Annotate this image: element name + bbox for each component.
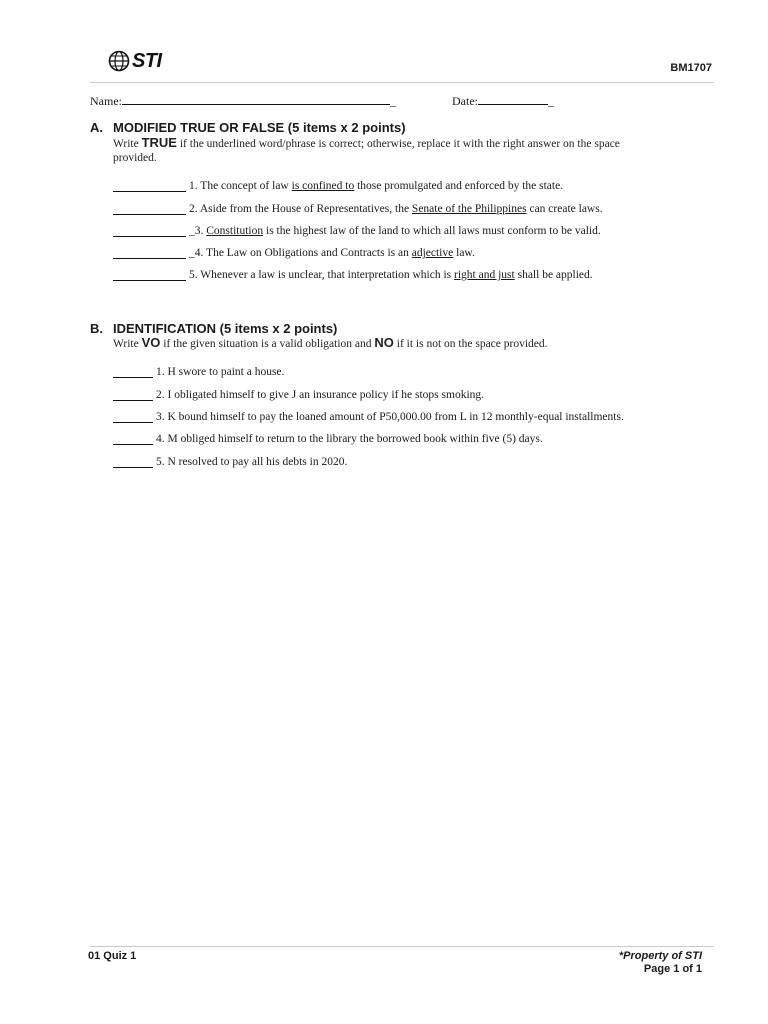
answer-blank[interactable] xyxy=(113,247,186,259)
date-field[interactable] xyxy=(452,92,554,109)
section-a-instruction xyxy=(113,136,693,165)
header-divider xyxy=(90,82,714,83)
instr-a-line1: if the underlined word/phrase is correct; otherwise, replace it with the right answer on the space xyxy=(176,138,620,150)
date-label: Date: xyxy=(452,94,478,108)
instr-b-key-vo: VO xyxy=(141,335,161,350)
globe-icon xyxy=(108,50,130,72)
footer-property: *Property of STI xyxy=(618,950,702,962)
q-text: 1. H swore to paint a house. xyxy=(156,366,285,378)
q-text-post: those promulgated and enforced by the state. xyxy=(354,180,564,192)
footer-quiz-label: 01 Quiz 1 xyxy=(88,950,137,962)
q-text: 2. I obligated himself to give J an insurance policy if he stops smoking. xyxy=(156,389,485,401)
instr-b-post: if it is not on the space provided. xyxy=(393,338,548,350)
logo-text: STI xyxy=(132,49,162,72)
sti-logo xyxy=(108,48,162,74)
answer-blank[interactable] xyxy=(113,411,153,423)
answer-blank[interactable] xyxy=(113,203,186,215)
instr-b-mid: if the given situation is a valid obligation and xyxy=(160,338,375,350)
q-text-pre: 3. xyxy=(194,225,207,237)
question-b-1 xyxy=(113,366,284,378)
section-b-title: IDENTIFICATION (5 items x 2 points) xyxy=(113,321,338,336)
instr-a-pre: Write xyxy=(113,138,142,150)
answer-blank[interactable] xyxy=(113,366,153,378)
question-a-5 xyxy=(113,269,593,281)
footer-divider xyxy=(90,946,714,947)
name-label: Name: xyxy=(90,94,122,108)
name-blank[interactable] xyxy=(122,92,390,105)
date-blank[interactable] xyxy=(478,92,548,105)
q-text: 5. N resolved to pay all his debts in 2020. xyxy=(156,456,348,468)
q-text: 3. K bound himself to pay the loaned amount of P50,000.00 from L in 12 monthly-equal installments. xyxy=(156,411,624,423)
name-trail: _ xyxy=(390,94,396,108)
q-text-post: is the highest law of the land to which all laws must conform to be valid. xyxy=(263,225,601,237)
question-a-3 xyxy=(113,225,601,237)
question-b-3 xyxy=(113,411,624,423)
underlined-phrase: Senate of the Philippines xyxy=(411,203,527,215)
question-b-4 xyxy=(113,433,543,445)
footer-info xyxy=(619,950,702,976)
question-a-2 xyxy=(113,203,603,215)
q-text-post: can create laws. xyxy=(526,203,603,215)
section-b-instruction xyxy=(113,336,693,351)
answer-blank[interactable] xyxy=(113,433,153,445)
instr-b-key-no: NO xyxy=(374,335,394,350)
underlined-phrase: adjective xyxy=(411,247,454,259)
answer-blank[interactable] xyxy=(113,225,186,237)
date-trail: _ xyxy=(548,94,554,108)
answer-blank[interactable] xyxy=(113,180,186,192)
instr-b-pre: Write xyxy=(113,338,142,350)
q-text-post: shall be applied. xyxy=(514,269,593,281)
q-text-pre: 4. The Law on Obligations and Contracts is an xyxy=(194,247,412,259)
q-text-pre: 1. The concept of law xyxy=(189,180,292,192)
q-text: 4. M obliged himself to return to the library the borrowed book within five (5) days. xyxy=(156,433,543,445)
answer-blank[interactable] xyxy=(113,389,153,401)
section-a-title: MODIFIED TRUE OR FALSE (5 items x 2 points) xyxy=(113,120,406,135)
answer-blank[interactable] xyxy=(113,456,153,468)
instr-a-line2: provided. xyxy=(113,152,157,164)
name-field[interactable] xyxy=(90,92,396,109)
question-a-4 xyxy=(113,247,475,259)
answer-blank[interactable] xyxy=(113,269,186,281)
q-text-pre: 5. Whenever a law is unclear, that interpretation which is xyxy=(189,269,455,281)
instr-a-key: TRUE xyxy=(141,135,177,150)
blank-trail: _ xyxy=(189,247,195,259)
question-b-5 xyxy=(113,456,347,468)
course-code: BM1707 xyxy=(670,62,712,74)
footer-page-number: Page 1 of 1 xyxy=(643,963,702,975)
section-b-letter: B. xyxy=(90,321,103,336)
q-text-pre: 2. Aside from the House of Representatives, the xyxy=(189,203,412,215)
underlined-phrase: is confined to xyxy=(291,180,355,192)
section-a-letter: A. xyxy=(90,120,103,135)
underlined-phrase: Constitution xyxy=(206,225,264,237)
underlined-phrase: right and just xyxy=(454,269,515,281)
blank-trail: _ xyxy=(189,225,195,237)
question-a-1 xyxy=(113,180,563,192)
question-b-2 xyxy=(113,389,484,401)
q-text-post: law. xyxy=(453,247,475,259)
